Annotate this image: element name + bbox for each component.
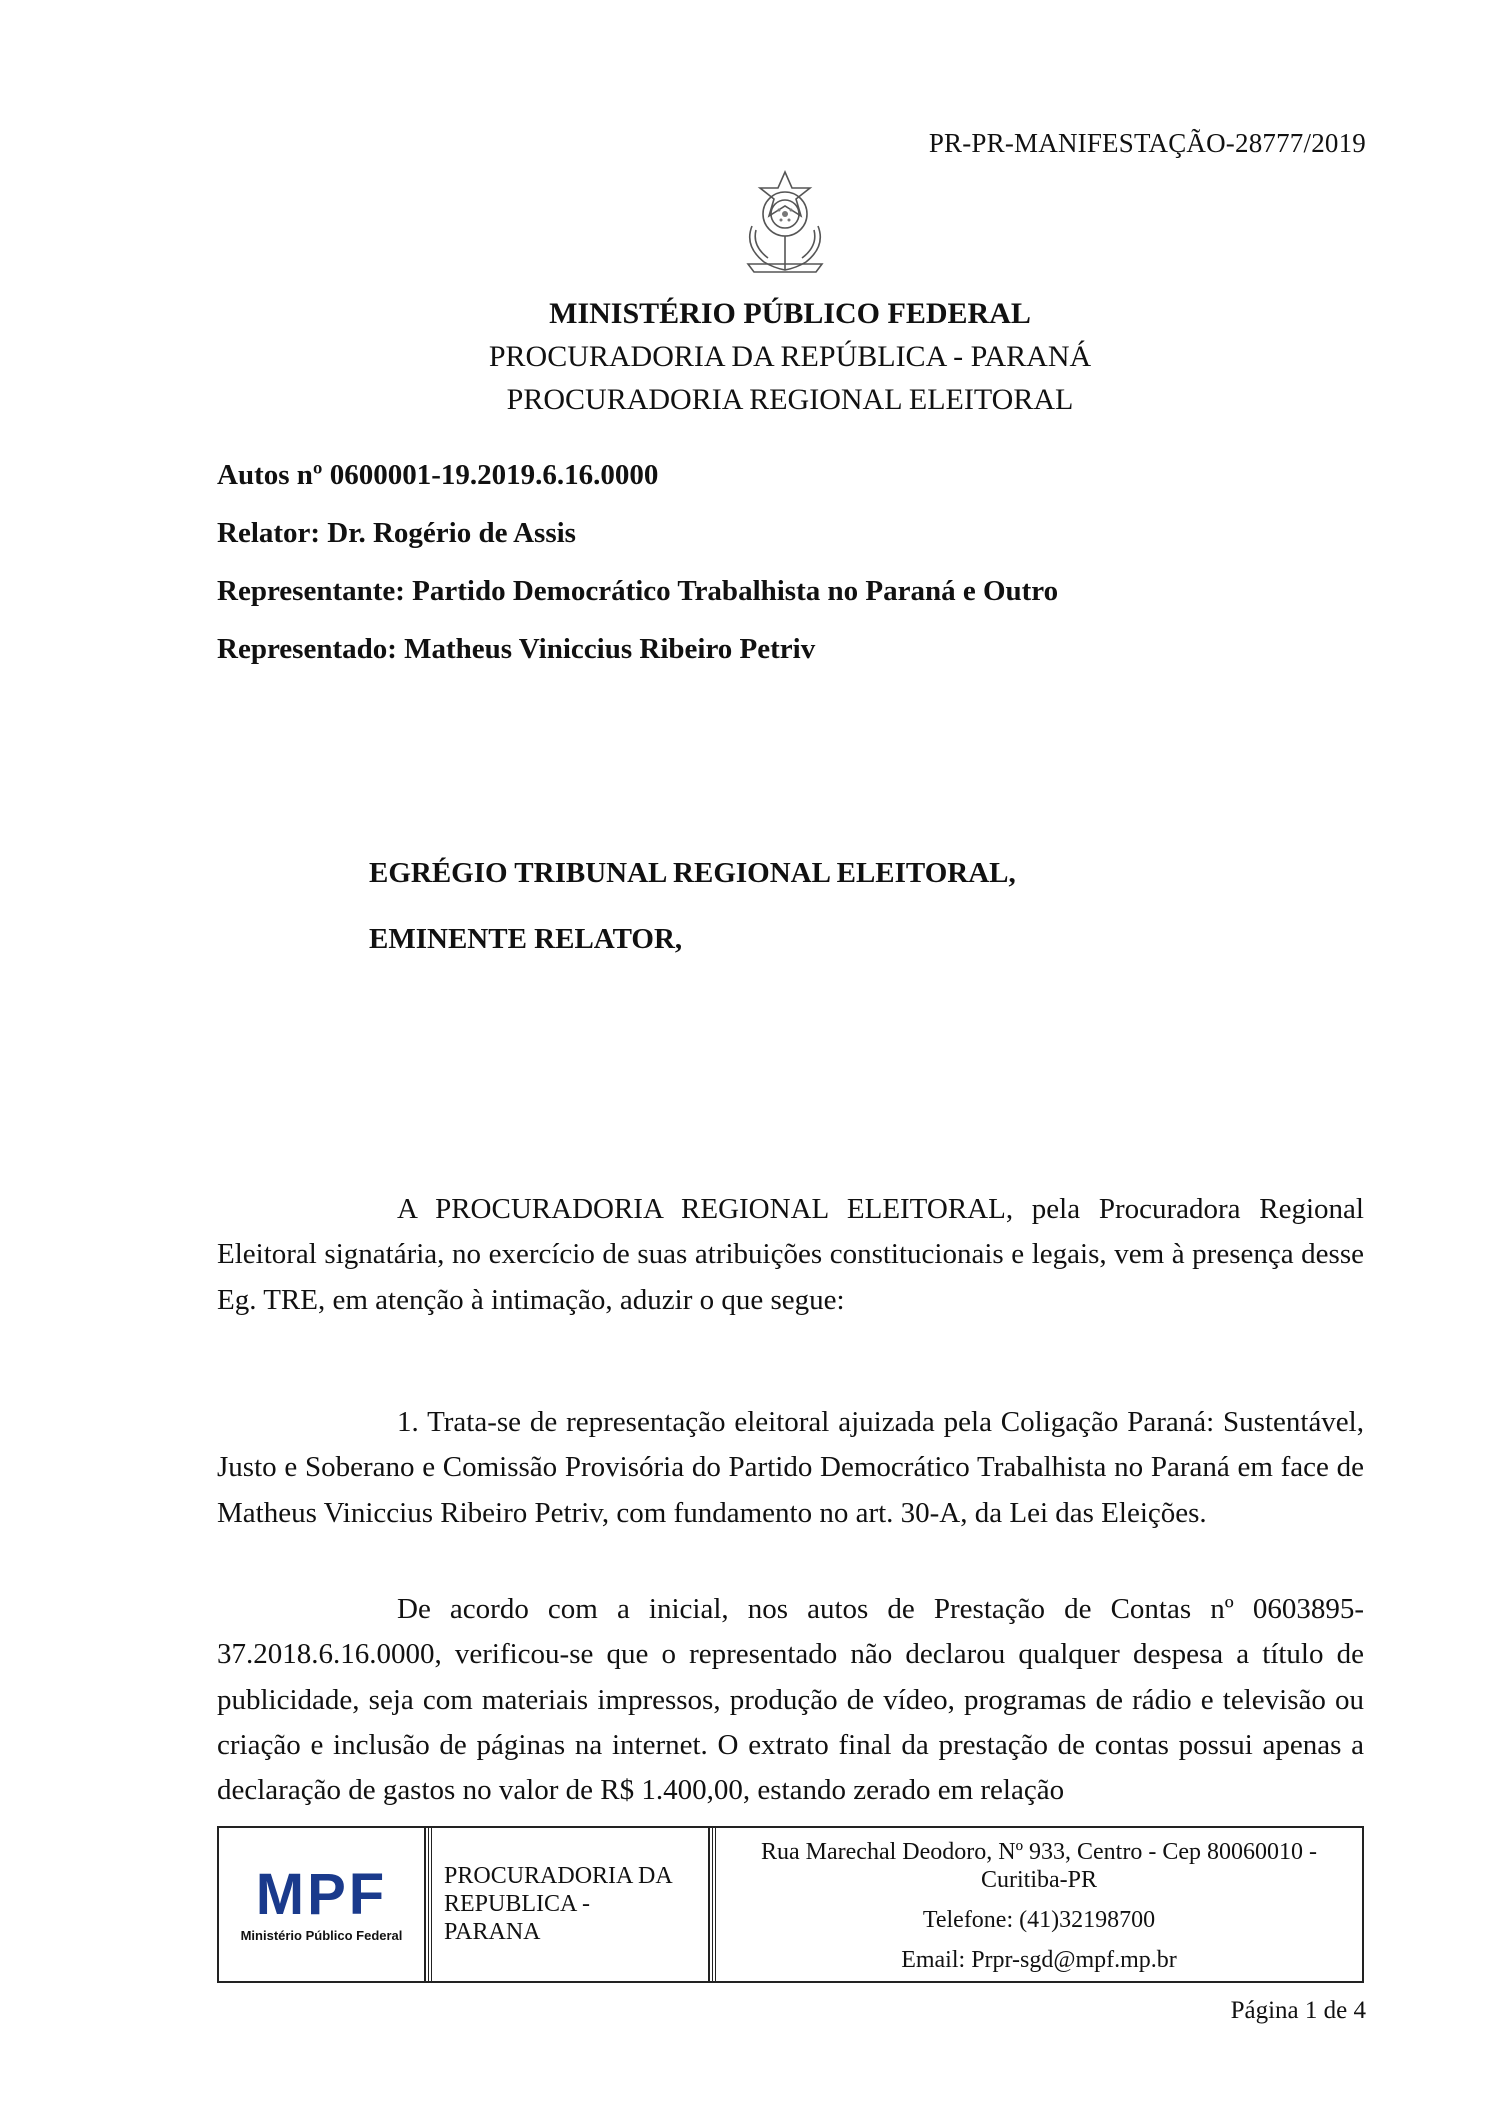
salutation-tribunal: EGRÉGIO TRIBUNAL REGIONAL ELEITORAL, (369, 857, 1016, 889)
case-number: Autos nº 0600001-19.2019.6.16.0000 (217, 459, 659, 491)
paragraph-text: A PROCURADORIA REGIONAL ELEITORAL, pela Procuradora Regional Eleitoral signatária, no exercício de suas atribuições constitucionais e legais, vem à presença desse Eg. TRE, em atenção à intimação, aduzir o que segue: (217, 1193, 1364, 1316)
footer-contact (712, 1828, 1362, 1981)
body-paragraph-1 (217, 1187, 1364, 1323)
institution-header (0, 292, 1500, 421)
department-name: PROCURADORIA REGIONAL ELEITORAL (506, 383, 1074, 416)
footer-table (217, 1826, 1364, 1983)
mpf-logo-subtitle: Ministério Público Federal (240, 1928, 403, 1943)
footer-email: Email: Prpr-sgd@mpf.mp.br (901, 1947, 1177, 1973)
salutation (369, 840, 1016, 972)
mpf-logo-text: MPF (255, 1862, 388, 1927)
footer-organization (428, 1828, 710, 1981)
institution-name: MINISTÉRIO PÚBLICO FEDERAL (549, 297, 1031, 330)
case-details (217, 446, 1058, 678)
case-relator: Relator: Dr. Rogério de Assis (217, 517, 576, 549)
footer-org-line: PROCURADORIA DA (444, 1863, 673, 1889)
case-representante: Representante: Partido Democrático Trabalhista no Paraná e Outro (217, 575, 1059, 607)
mpf-logo (219, 1828, 426, 1981)
salutation-relator: EMINENTE RELATOR, (369, 923, 683, 955)
paragraph-text: 1. Trata-se de representação eleitoral ajuizada pela Coligação Paraná: Sustentável, Justo e Soberano e Comissão Provisória do Partido Democrático Trabalhista no Paraná em face de Matheus Viniccius Ribeiro Petriv, com fundamento no art. 30-A, da Lei das Eleições. (217, 1406, 1364, 1529)
footer-phone: Telefone: (41)32198700 (922, 1907, 1156, 1933)
body-paragraph-2 (217, 1400, 1364, 1536)
paragraph-text: De acordo com a inicial, nos autos de Prestação de Contas nº 0603895-37.2018.6.16.0000, verificou-se que o representado não declarou qualquer despesa a título de publicidade, seja com materiais impressos, produção de vídeo, programas de rádio e televisão ou criação e inclusão de páginas na internet. O extrato final da prestação de contas possui apenas a declaração de gastos no valor de R$ 1.400,00, estando zerado em relação (217, 1593, 1364, 1807)
footer-address-line: Rua Marechal Deodoro, Nº 933, Centro - Cep 80060010 - (761, 1839, 1317, 1865)
footer-address-line: Curitiba-PR (980, 1867, 1097, 1893)
document-number: PR-PR-MANIFESTAÇÃO-28777/2019 (928, 128, 1366, 158)
footer-org-line: PARANA (444, 1919, 541, 1945)
body-paragraph-3 (217, 1587, 1364, 1813)
footer-org-line: REPUBLICA - (444, 1891, 591, 1917)
page-number: Página 1 de 4 (1230, 1997, 1366, 2024)
brazil-coat-of-arms-icon (734, 166, 836, 276)
office-name: PROCURADORIA DA REPÚBLICA - PARANÁ (488, 340, 1092, 373)
case-representado: Representado: Matheus Viniccius Ribeiro Petriv (217, 633, 816, 665)
